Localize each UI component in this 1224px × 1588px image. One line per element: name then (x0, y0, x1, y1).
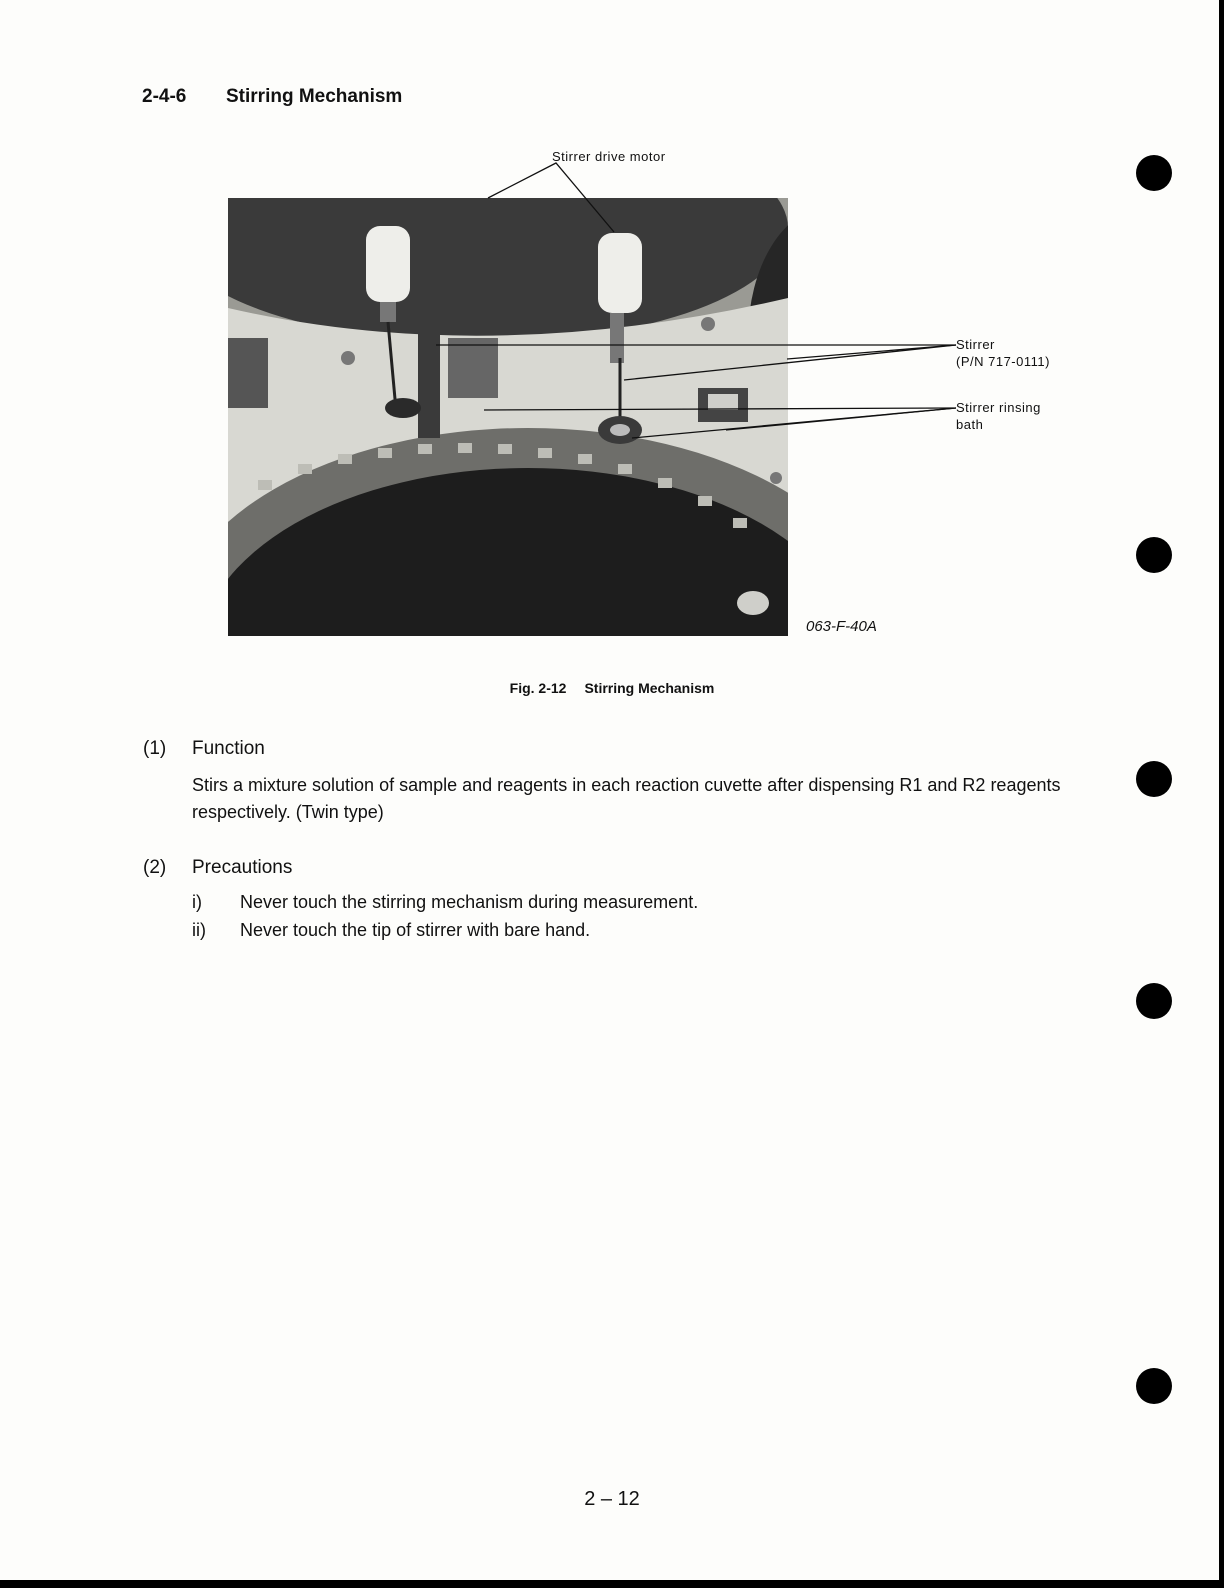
figure-caption-title: Stirring Mechanism (584, 680, 715, 696)
precaution-item-text: Never touch the stirring mechanism during measurement. (240, 892, 699, 912)
label-stirrer-drive-motor: Stirrer drive motor (552, 149, 666, 164)
label-stirrer-name: Stirrer (956, 337, 995, 352)
precautions-title: Precautions (192, 857, 293, 878)
section-number: 2-4-6 (142, 86, 187, 107)
precaution-item-number: i) (192, 892, 202, 912)
figure-caption (0, 680, 1224, 696)
binder-hole-mark (1136, 1368, 1172, 1404)
figure-code: 063-F-40A (806, 618, 877, 635)
scan-edge-bottom (0, 1580, 1224, 1588)
label-rinsing-bath-line1: Stirrer rinsing (956, 400, 1041, 415)
leader-rinsing-right-b (726, 408, 956, 430)
precaution-item-text: Never touch the tip of stirrer with bare hand. (240, 920, 591, 940)
leader-stirrer-right-b (624, 345, 956, 380)
leader-lines (0, 0, 1224, 720)
function-text: Stirs a mixture solution of sample and reagents in each reaction cuvette after dispensing R1 and R2 reagents respectively. (Twin type) (192, 775, 1061, 822)
binder-hole-mark (1136, 155, 1172, 191)
section-title: Stirring Mechanism (226, 86, 403, 107)
binder-hole-mark (1136, 537, 1172, 573)
function-title: Function (192, 738, 265, 759)
function-number: (1) (143, 738, 167, 759)
scan-edge-right (1219, 0, 1224, 1588)
label-rinsing-bath-line2: bath (956, 417, 984, 432)
binder-hole-mark (1136, 983, 1172, 1019)
figure-caption-number: Fig. 2-12 (509, 680, 567, 696)
leader-drive-motor (488, 163, 614, 232)
leader-rinsing-left (484, 408, 956, 410)
label-stirrer-part-number: (P/N 717-0111) (956, 354, 1050, 369)
precautions-number: (2) (143, 857, 167, 878)
precaution-item-number: ii) (192, 920, 206, 940)
binder-hole-mark (1136, 761, 1172, 797)
page-number: 2 – 12 (584, 1488, 640, 1510)
